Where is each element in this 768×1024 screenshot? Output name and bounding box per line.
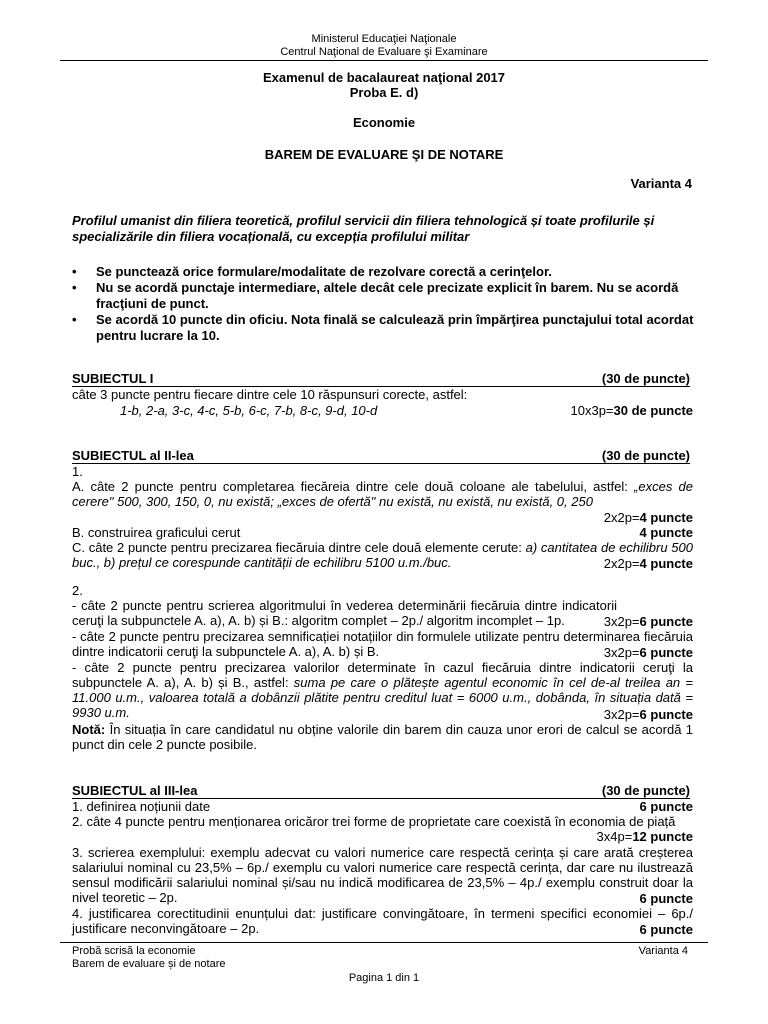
bullet-icon: • xyxy=(72,264,77,279)
s2-p3-score: 3x2p=6 puncte xyxy=(603,707,693,722)
s2-c-score: 2x2p=4 puncte xyxy=(603,556,693,571)
s2-item-number: 1. xyxy=(72,464,83,479)
bullet-icon: • xyxy=(72,312,77,327)
s3-item-3-score: 6 puncte xyxy=(639,891,693,906)
ministry-name: Ministerul Educaţiei Naţionale xyxy=(311,33,457,45)
subject-title: Economie xyxy=(352,115,416,130)
footer-left-2: Barem de evaluare și de notare xyxy=(72,958,226,970)
s3-item-2: 2. câte 4 puncte pentru menționarea oricăror trei forme de proprietate care coexistă în economia de piață xyxy=(72,814,676,829)
footer-right: Varianta 4 xyxy=(638,945,688,957)
footer-left-1: Probă scrisă la economie xyxy=(72,945,196,957)
section-3-title: SUBIECTUL al III-lea xyxy=(72,783,198,798)
exam-title: Examenul de bacalaureat naţional 2017 xyxy=(262,70,506,85)
section-2-points: (30 de puncte) xyxy=(601,448,690,463)
section-2-heading xyxy=(72,448,690,464)
s2-item-number: 2. xyxy=(72,583,83,598)
s3-item-3: 3. scrierea exemplului: exemplu adecvat cu valori numerice care respectă cerința și care arată creșterea salariului nominal cu 23,5% – 6p./ exemplu cu valori numerice care respectă cerința, dar care nu ilustrează sensul modificării salariului nominal și/sau nu indică modificarea de 23,5% – 4p./ exemplu construit doar la nivel teoretic – 2p. xyxy=(72,845,693,905)
header-rule xyxy=(60,60,708,61)
footer-rule xyxy=(60,942,708,943)
bullet-icon: • xyxy=(72,280,77,295)
s2-p3-text: - câte 2 puncte pentru precizarea valorilor determinate în cazul fiecăruia dintre indicatorii ceruţi la subpunctele A. a), A. b) și B., astfel: suma pe care o plătește agentul economic în cel de-al treilea an = 11.000 u.m., valoarea totală a dobânzii plătite pentru creditul luat = 6000 u.m., dobânda, în situația dată = 9930 u.m. xyxy=(72,660,693,720)
page-number: Pagina 1 din 1 xyxy=(348,972,420,984)
s2-c-text: C. câte 2 puncte pentru precizarea fiecăruia dintre cele două elemente cerute: a) cantitatea de echilibru 500 buc., b) prețul ce corespunde cantității de echilibru 5100 u.m./buc. xyxy=(72,540,693,570)
s2-p1-score: 3x2p=6 puncte xyxy=(603,614,693,629)
s3-item-4: 4. justificarea corectitudinii enunțului dat: justificare convingătoare, în termeni specifici economiei – 6p./ justificare neconvingătoare – 2p. xyxy=(72,906,693,936)
section-3-heading xyxy=(72,783,690,799)
section-2-title: SUBIECTUL al II-lea xyxy=(72,448,194,463)
barem-title: BAREM DE EVALUARE ŞI DE NOTARE xyxy=(264,147,504,162)
s2-p2-text: - câte 2 puncte pentru precizarea semnificației notațiilor din formulele utilizate pentru determinarea fiecăruia dintre indicatorii ceruţi la subpunctele A. a), A. b) și B. xyxy=(72,629,693,659)
s1-score: 10x3p=30 de puncte xyxy=(570,403,693,418)
document-page: Ministerul Educaţiei Naţionale Centrul Naţional de Evaluare şi Examinare Examenul de bacalaureat naţional 2017 Proba E. d) Economie BAREM DE EVALUARE ŞI DE NOTARE Varianta 4 Profilul umanist din filiera teoretică, profilul servicii din filiera tehnologică și toate profilurile și specializările din filiera vocațională, cu excepția profilului militar • Se punctează orice formulare/modalitate de rezolvare corectă a cerinţelor. • Nu se acordă punctaje intermediare, altele decât cele precizate explicit în barem. Nu se acordă fracţiuni de punct. • Se acordă 10 puncte din oficiu. Nota finală se calculează prin împărţirea punctajului total acordat pentru lucrare la 10. SUBIECTUL I (30 de puncte) câte 3 puncte pentru fiecare dintre cele 10 răspunsuri corecte, astfel: 1-b, 2-a, 3-c, 4-c, 5-b, 6-c, 7-b, 8-c, 9-d, 10-d 10x3p=30 de puncte SUBIECTUL al II-lea (30 de puncte) 1. A. câte 2 puncte pentru completarea fiecăreia dintre cele două coloane ale tabelului, astfel: „exces de cerere" 500, 300, 150, 0, nu există; „exces de ofertă" nu există, nu există, nu există, 0, 250 2x2p=4 puncte B. construirea graficului cerut 4 puncte C. câte 2 puncte pentru precizarea fiecăruia dintre cele două elemente cerute: a) cantitatea de echilibru 500 buc., b) prețul ce corespunde cantității de echilibru 5100 u.m./buc. 2x2p=4 puncte 2. - câte 2 puncte pentru scrierea algoritmului în vederea determinării fiecăruia dintre indicatorii ceruţi la subpunctele A. a), A. b) și B.: algoritm complet – 2p./ algoritm incomplet – 1p. 3x2p=6 puncte - câte 2 puncte pentru precizarea semnificației notațiilor din formulele utilizate pentru determinarea fiecăruia dintre indicatorii ceruţi la subpunctele A. a), A. b) și B. 3x2p=6 puncte - câte 2 puncte pentru precizarea valorilor determinate în cazul fiecăruia dintre indicatorii ceruţi la subpunctele A. a), A. b) și B., astfel: suma pe care o plătește agentul economic în cel de-al treilea an = 11.000 u.m., valoarea totală a dobânzii plătite pentru creditul luat = 6000 u.m., dobânda, în situația dată = 9930 u.m. 3x2p=6 puncte Notă: În situația în care candidatul nu obține valorile din barem din cauza unor erori de calcul se acordă 1 punct din cele 2 puncte posibile. SUBIECTUL al III-lea (30 de puncte) 1. definirea noțiunii date 6 puncte 2. câte 4 puncte pentru menționarea oricăror trei forme de proprietate care coexistă în economia de piață 3x4p=12 puncte 3. scrierea exemplului: exemplu adecvat cu valori numerice care respectă cerința și care arată creșterea salariului nominal cu 23,5% – 6p./ exemplu cu valori numerice care respectă cerința, dar care nu ilustrează sensul modificării salariului nominal și/sau nu indică modificarea de 23,5% – 4p./ exemplu construit doar la nivel teoretic – 2p. 6 puncte 4. justificarea corectitudinii enunțului dat: justificare convingătoare, în termeni specifici economiei – 6p./ justificare neconvingătoare – 2p. 6 puncte Probă scrisă la economie Barem de evaluare și de notare Varianta 4 Pagina 1 din 1 xyxy=(0,0,768,1024)
s3-item-2-score: 3x4p=12 puncte xyxy=(596,829,693,844)
s2-a-text: A. câte 2 puncte pentru completarea fiecăreia dintre cele două coloane ale tabelului, astfel: „exces de cerere" 500, 300, 150, 0, nu există; „exces de ofertă" nu există, nu există, nu există, 0, 250 xyxy=(72,479,693,509)
s3-item-1-score: 6 puncte xyxy=(639,799,693,814)
s2-b-text: B. construirea graficului cerut xyxy=(72,525,241,540)
s2-b-score: 4 puncte xyxy=(639,525,693,540)
varianta-label: Varianta 4 xyxy=(630,176,692,191)
section-3-points: (30 de puncte) xyxy=(601,783,690,798)
center-name: Centrul Naţional de Evaluare şi Examinare xyxy=(280,46,488,58)
section-1-heading xyxy=(72,371,690,387)
section-1-title: SUBIECTUL I xyxy=(72,371,154,386)
s2-p1-text: - câte 2 puncte pentru scrierea algoritmului în vederea determinării fiecăruia dintre indicatorii ceruţi la subpunctele A. a), A. b) și B.: algoritm complet – 2p./ algoritm incomplet – 1p. xyxy=(72,598,617,628)
proba-title: Proba E. d) xyxy=(349,85,419,100)
s1-answers: 1-b, 2-a, 3-c, 4-c, 5-b, 6-c, 7-b, 8-c, 9-d, 10-d xyxy=(120,403,378,418)
s2-p2-score: 3x2p=6 puncte xyxy=(603,645,693,660)
s1-line: câte 3 puncte pentru fiecare dintre cele 10 răspunsuri corecte, astfel: xyxy=(72,387,468,402)
s3-item-1: 1. definirea noțiunii date xyxy=(72,799,211,814)
s2-a-score: 2x2p=4 puncte xyxy=(603,510,693,525)
s3-item-4-score: 6 puncte xyxy=(639,922,693,937)
profile-text: Profilul umanist din filiera teoretică, profilul servicii din filiera tehnologică și toate profilurile și specializările din filiera vocațională, cu excepția profilului militar xyxy=(72,213,655,244)
s2-note: Notă: În situația în care candidatul nu obține valorile din barem din cauza unor erori de calcul se acordă 1 punct din cele 2 puncte posibile. xyxy=(72,722,693,752)
section-1-points: (30 de puncte) xyxy=(601,371,690,386)
